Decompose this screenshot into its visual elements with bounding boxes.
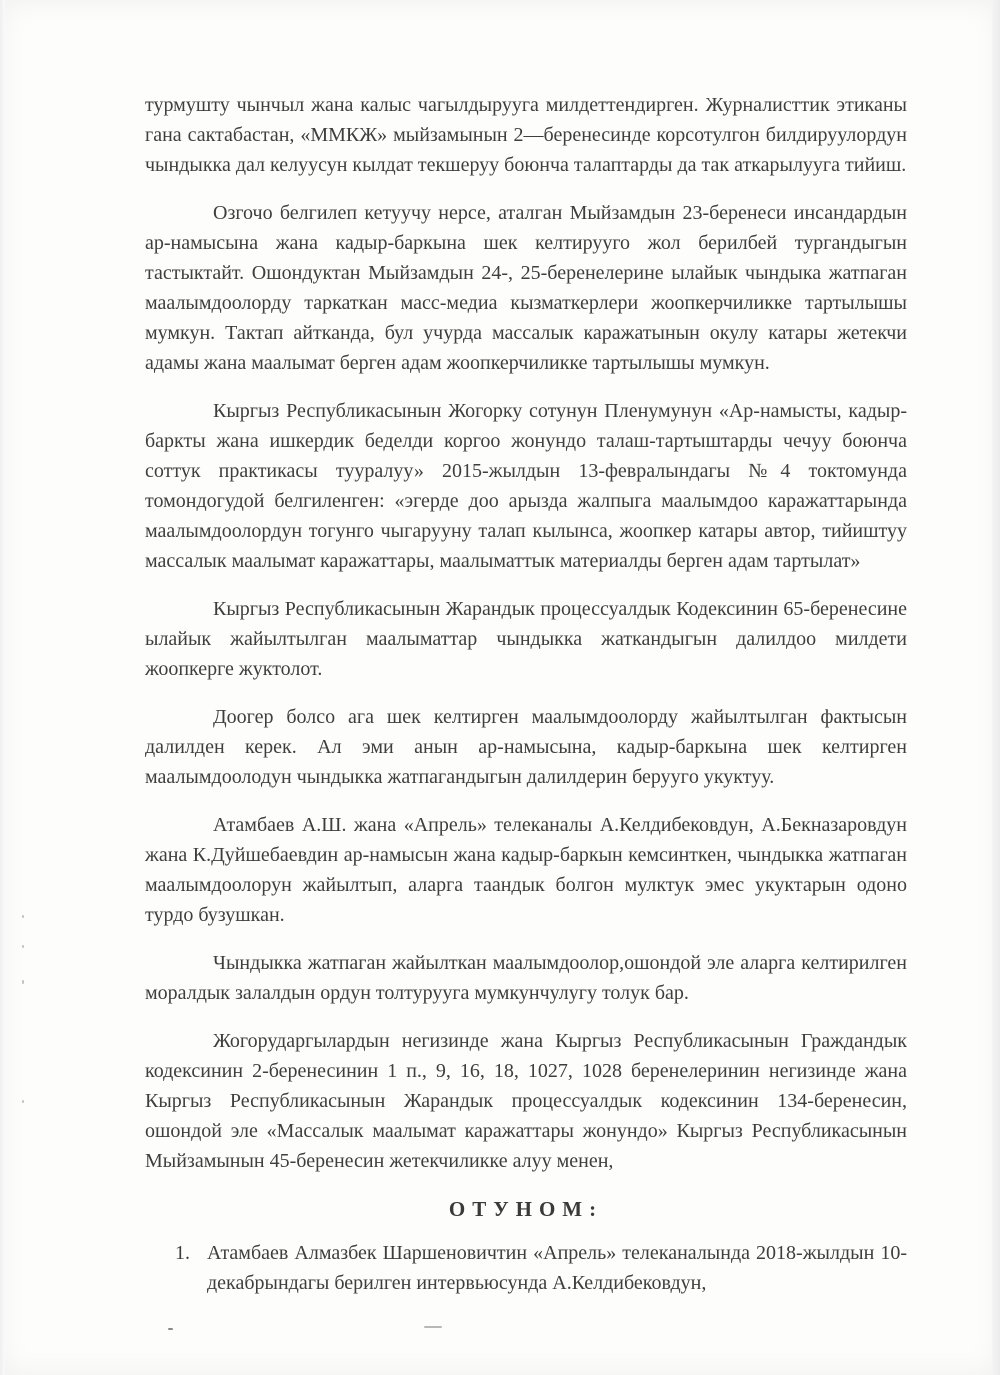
document-body <box>145 90 907 1298</box>
scan-marks <box>0 1326 1000 1336</box>
scan-speck <box>168 1328 173 1330</box>
paragraph-1: турмушту чынчыл жана калыс чагылдырууга милдеттендирген. Журналисттик этиканы гана сактабастан, «ММКЖ» мыйзамынын 2—беренесинде корсотулгон билдируулордун чындыкка дал келуусун кылдат текшеруу боюнча талаптарды да так аткарылууга тийиш. <box>145 94 907 176</box>
scan-edge-right <box>992 0 1000 1375</box>
scan-speck <box>22 945 24 948</box>
list-item <box>145 1238 907 1298</box>
paragraph-8: Жогорударгылардын негизинде жана Кыргыз Республикасынын Граждандык кодексинин 2-беренесинин 1 п., 9, 16, 18, 1027, 1028 беренелеринин негизинде жана Кыргыз Республикасынын Жарандык процессуалдык кодексинин 134-беренесин, ошондой эле «Массалык маалымат каражаттары жонундо» Кыргыз Республикасынын Мыйзамынын 45-беренесин жетекчиликке алуу менен, <box>145 1030 907 1172</box>
scan-speck <box>22 915 24 918</box>
paragraph-4: Кыргыз Республикасынын Жарандык процессуалдык Кодексинин 65-беренесине ылайык жайылтылган маалыматтар чындыкка жаткандыгын далилдоо милдети жоопкерге жуктолот. <box>145 598 907 680</box>
list-item-text: Атамбаев Алмазбек Шаршеновичтин «Апрель» телеканалында 2018-жылдын 10-декабрындагы берилген интервьюсунда А.Келдибековдун, <box>207 1242 907 1294</box>
paragraph-3: Кыргыз Республикасынын Жогорку сотунун Пленумунун «Ар-намысты, кадыр-баркты жана ишкердик беделди коргоо жонундо талаш-тартыштарды чечуу боюнча соттук практикасы тууралуу» 2015-жылдын 13-февралындагы №4 токтомунда томондогудой белгиленген: «эгерде доо арызда жалпыга маалымдоо каражаттарында маалымдоолордун тогунго чыгарууну талап кылынса, жоопкер катары автор, тийиштуу массалык маалымат каражаттары, маалыматтык материалды берген адам тартылат» <box>145 400 907 572</box>
list-item-number: 1. <box>175 1242 190 1264</box>
scan-speck <box>22 1100 24 1103</box>
section-heading: ОТУНОМ: <box>448 1197 604 1221</box>
scan-speck <box>424 1326 442 1328</box>
paragraph-6: Атамбаев А.Ш. жана «Апрель» телеканалы А.Келдибековдун, А.Бекназаровдун жана К.Дуйшебаевдин ар-намысын жана кадыр-баркын кемсинткен, чындыкка жатпаган маалымдоолорун жайылтып, аларга таандык болгон мулктук эмес укуктарын одоно турдо бузушкан. <box>145 814 907 926</box>
paragraph-2: Озгочо белгилеп кетуучу нерсе, аталган Мыйзамдын 23-беренеси инсандардын ар-намысына жана кадыр-баркына шек келтирууго жол берилбей тургандыгын тастыктайт. Ошондуктан Мыйзамдын 24-, 25-беренелерине ылайык чындыка жатпаган маалымдоолорду таркаткан масс-медиа кызматкерлери жоопкерчиликке тартылышы мумкун. Тактап айтканда, бул учурда массалык каражатынын окулу катары жетекчи адамы жана маалымат берген адам жоопкерчиликке тартылышы мумкун. <box>145 202 907 374</box>
scan-speck <box>22 980 24 984</box>
scan-edge-left <box>0 0 5 1375</box>
paragraph-7: Чындыкка жатпаган жайылткан маалымдоолор,ошондой эле аларга келтирилген моралдык залалдын ордун толтурууга мумкунчулугу толук бар. <box>145 952 907 1004</box>
paragraph-5: Доогер болсо ага шек келтирген маалымдоолорду жайылтылган фактысын далилден керек. Ал эми анын ар-намысына, кадыр-баркына шек келтирген маалымдоолодун чындыкка жатпагандыгын далилдерин беруугo укуктуу. <box>145 706 907 788</box>
